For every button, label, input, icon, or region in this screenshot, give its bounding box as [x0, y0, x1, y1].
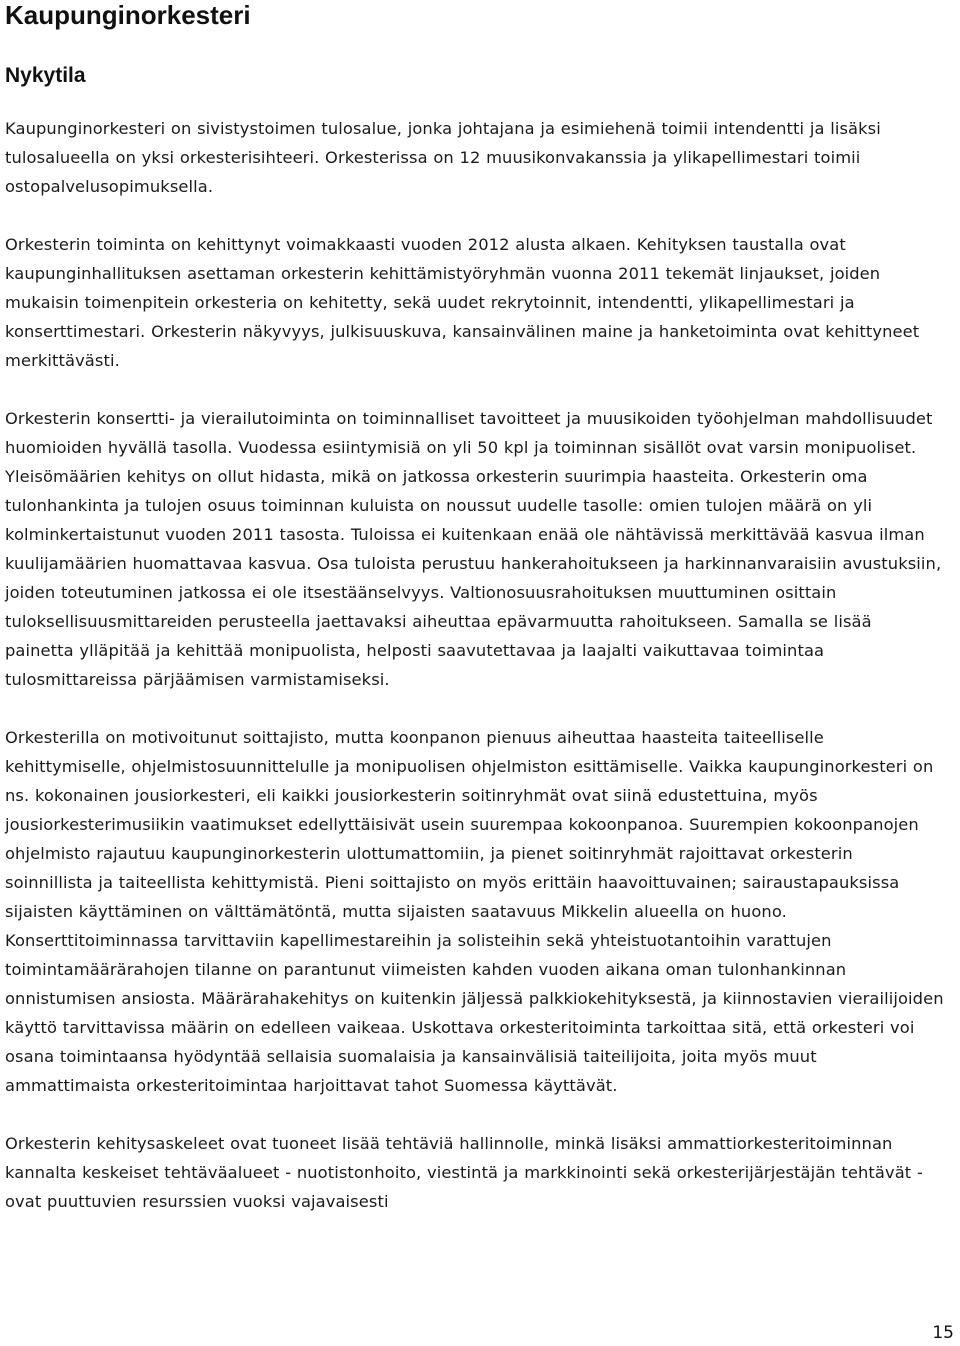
paragraph-2: Orkesterin toiminta on kehittynyt voimakkaasti vuoden 2012 alusta alkaen. Kehityksen taustalla ovat kaupunginhallituksen asettaman orkesterin kehittämistyöryhmän vuonna 2011 tekemät linjaukset, joiden mukaisin toimenpitein orkesteria on kehitetty, sekä uudet rekrytoinnit, intendentti, ylikapellimestari ja konserttimestari. Orkesterin näkyvyys, julkisuuskuva, kansainvälinen maine ja hanketoiminta ovat kehittyneet merkittävästi. — [5, 235, 920, 370]
page-number: 15 — [932, 1323, 954, 1343]
body-text — [5, 114, 945, 1216]
paragraph-5: Orkesterin kehitysaskeleet ovat tuoneet lisää tehtäviä hallinnolle, minkä lisäksi ammattiorkesteritoiminnan kannalta keskeiset tehtäväalueet - nuotistonhoito, viestintä ja markkinointi sekä orkesterijärjestäjän tehtävät - ovat puuttuvien resurssien vuoksi vajavaisesti — [5, 1134, 923, 1211]
paragraph-1: Kaupunginorkesteri on sivistystoimen tulosalue, jonka johtajana ja esimiehenä toimii intendentti ja lisäksi tulosalueella on yksi orkesterisihteeri. Orkesterissa on 12 muusikonvakanssia ja ylikapellimestari toimii ostopalvelusopimuksella. — [5, 119, 881, 196]
section-heading: Nykytila — [5, 64, 86, 87]
paragraph-3: Orkesterin konsertti- ja vierailutoiminta on toiminnalliset tavoitteet ja muusikoiden työohjelman mahdollisuudet huomioiden hyvällä tasolla. Vuodessa esiintymisiä on yli 50 kpl ja toiminnan sisällöt ovat varsin monipuoliset. Yleisömäärien kehitys on ollut hidasta, mikä on jatkossa orkesterin suurimpia haasteita. Orkesterin oma tulonhankinta ja tulojen osuus toiminnan kuluista on noussut uudelle tasolle: omien tulojen määrä on yli kolminkertaistunut vuoden 2011 tasosta. Tuloissa ei kuitenkaan enää ole nähtävissä merkittävää kasvua ilman kuulijamäärien huomattavaa kasvua. Osa tuloista perustuu hankerahoitukseen ja harkinnanvaraisiin avustuksiin, joiden toteutuminen jatkossa ei ole itsestäänselvyys. Valtionosuusrahoituksen muuttuminen osittain tuloksellisuusmittareiden perusteella jaettavaksi aiheuttaa epävarmuutta rahoitukseen. Samalla se lisää painetta ylläpitää ja kehittää monipuolista, helposti saavutettavaa ja laajalti vaikuttavaa toimintaa tulosmittareissa pärjäämisen varmistamiseksi. — [5, 409, 942, 689]
paragraph-4: Orkesterilla on motivoitunut soittajisto, mutta koonpanon pienuus aiheuttaa haasteita taiteelliselle kehittymiselle, ohjelmistosuunnittelulle ja monipuolisen ohjelmiston esittämiselle. Vaikka kaupunginorkesteri on ns. kokonainen jousiorkesteri, eli kaikki jousiorkesterin soitinryhmät ovat siinä edustettuina, myös jousiorkesterimusiikin vaatimukset edellyttäisivät usein suurempaa kokoonpanoa. Suurempien kokoonpanojen ohjelmisto rajautuu kaupunginorkesterin ulottumattomiin, ja pienet soitinryhmät rajoittavat orkesterin soinnillista ja taiteellista kehittymistä. Pieni soittajisto on myös erittäin haavoittuvainen; sairaustapauksissa sijaisten käyttäminen on välttämätöntä, mutta sijaisten saatavuus Mikkelin alueella on huono. Konserttitoiminnassa tarvittaviin kapellimestareihin ja solisteihin sekä yhteistuotantoihin varattujen toimintamäärärahojen tilanne on parantunut viimeisten kahden vuoden aikana oman tulonhankinnan onnistumisen ansiosta. Määrärahakehitys on kuitenkin jäljessä palkkiokehityksestä, ja kiinnostavien vierailijoiden käyttö tarvittavissa määrin on edelleen vaikeaa. Uskottava orkesteritoiminta tarkoittaa sitä, että orkesteri voi osana toimintaansa hyödyntää sellaisia suomalaisia ja kansainvälisiä taiteilijoita, joita myös muut ammattimaista orkesteritoimintaa harjoittavat tahot Suomessa käyttävät. — [5, 728, 944, 1095]
page-title: Kaupunginorkesteri — [5, 0, 251, 30]
document-page — [5, 0, 945, 1245]
